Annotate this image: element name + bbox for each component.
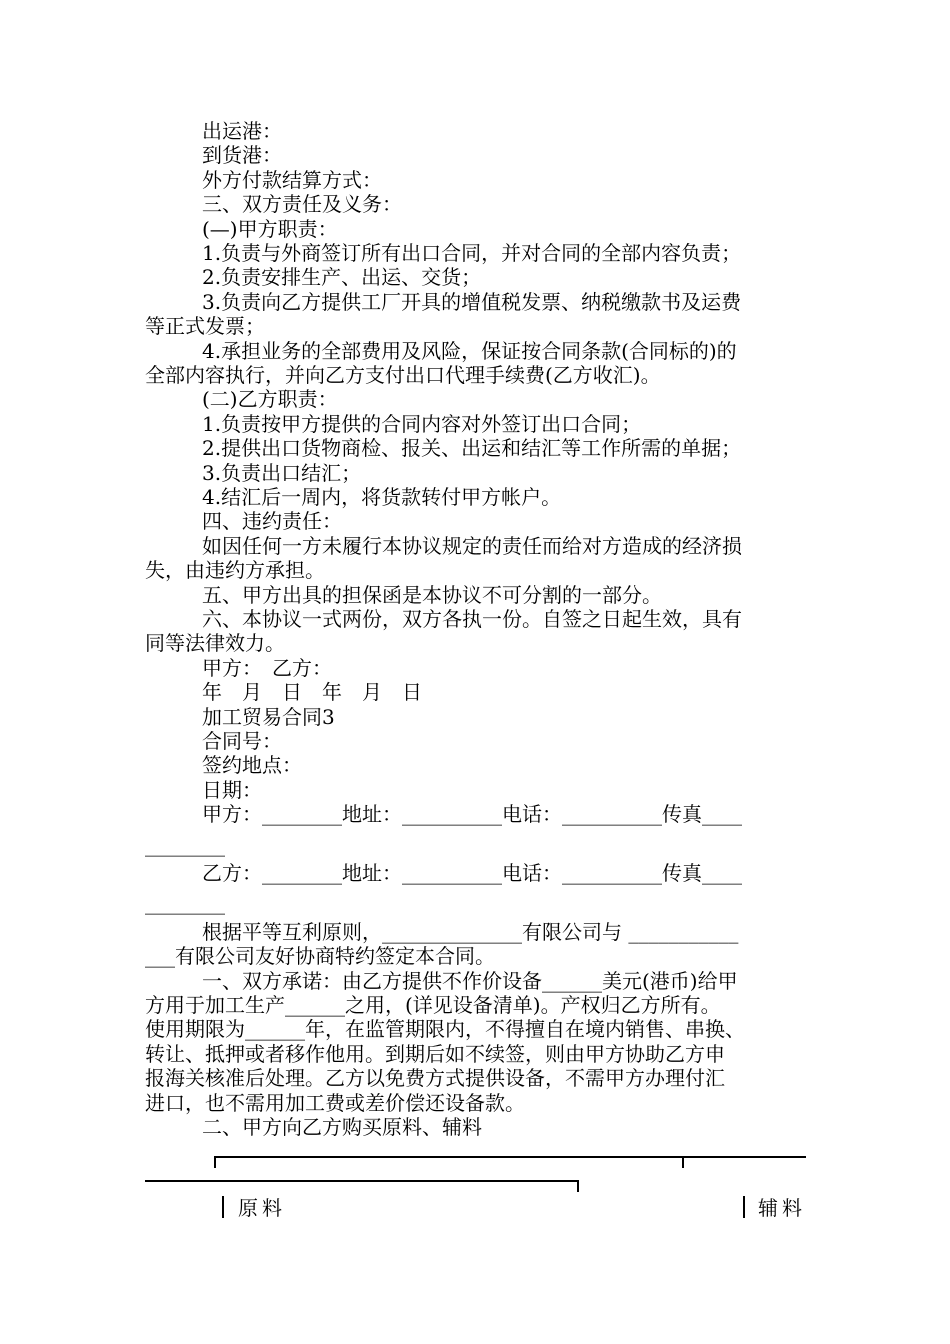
document-line: 五、甲方出具的担保函是本协议不可分割的一部分。 (202, 582, 662, 607)
document-line: 进口，也不需用加工费或差价偿还设备款。 (145, 1090, 525, 1115)
document-line: 4.承担业务的全部费用及风险，保证按合同条款(合同标的)的 (202, 338, 737, 363)
document-line: ________ (145, 891, 225, 916)
document-line: 三、双方责任及义务： (202, 192, 402, 217)
document-line: 1.负责按甲方提供的合同内容对外签订出口合同； (202, 411, 642, 436)
document-line: 合同号： (202, 729, 282, 753)
table-col1-border (222, 1196, 224, 1218)
document-line: 乙方：________地址：__________电话：__________传真____ (202, 861, 742, 885)
table-left-tick (214, 1156, 216, 1168)
document-line: (—)甲方职责： (202, 216, 338, 241)
document-line: 方用于加工生产______之用，(详见设备清单)。产权归乙方所有。 (145, 993, 721, 1017)
document-line: 根据平等互利原则，______________有限公司与 ___________ (202, 919, 739, 944)
document-line: 到货港： (202, 143, 282, 168)
table-header-raw-material: 原料 (238, 1196, 286, 1220)
document-line: 甲方：________地址：__________电话：__________传真____ (202, 802, 742, 827)
document-line: 甲方： 乙方： (202, 655, 332, 680)
document-line: 失，由违约方承担。 (145, 558, 325, 583)
table-top-rule (214, 1156, 806, 1158)
document-line: 如因任何一方未履行本协议规定的责任而给对方造成的经济损 (202, 533, 742, 558)
document-line: 签约地点： (202, 753, 302, 778)
document-line: 4.结汇后一周内，将货款转付甲方帐户。 (202, 485, 562, 509)
document-line: 等正式发票； (145, 314, 265, 339)
document-line: 六、本协议一式两份，双方各执一份。自签之日起生效，具有 (202, 607, 742, 631)
document-line: ___有限公司友好协商特约签定本合同。 (145, 944, 495, 969)
document-line: 3.负责向乙方提供工厂开具的增值税发票、纳税缴款书及运费 (202, 289, 742, 314)
document-line: 四、违约责任： (202, 509, 342, 534)
document-line: 同等法律效力。 (145, 631, 285, 656)
document-line: 外方付款结算方式： (202, 167, 382, 192)
document-line: 2.负责安排生产、出运、交货； (202, 265, 482, 290)
document-line: 使用期限为______年，在监管期限内，不得擅自在境内销售、串换、 (145, 1017, 745, 1042)
document-line: 1.负责与外商签订所有出口合同，并对合同的全部内容负责； (202, 241, 742, 265)
document-line: 3.负责出口结汇； (202, 460, 362, 485)
document-line: 年 月 日 年 月 日 (202, 680, 422, 705)
document-line: ________ (145, 832, 225, 857)
document-line: 转让、抵押或者移作他用。到期后如不续签，则由甲方协助乙方申 (145, 1041, 725, 1066)
table-right-tick (577, 1180, 579, 1192)
document-line: 一、双方承诺：由乙方提供不作价设备______美元(港币)给甲 (202, 968, 738, 993)
table-header-auxiliary-material: 辅料 (758, 1196, 806, 1220)
document-line: 全部内容执行，并向乙方支付出口代理手续费(乙方收汇)。 (145, 363, 661, 387)
document-line: (二)乙方职责： (202, 387, 338, 412)
table-col2-border (743, 1196, 745, 1218)
document-line: 日期： (202, 777, 262, 802)
document-line: 二、甲方向乙方购买原料、辅料 (202, 1115, 482, 1139)
table-second-rule (145, 1180, 579, 1182)
document-line: 报海关核准后处理。乙方以免费方式提供设备，不需甲方办理付汇 (145, 1066, 725, 1091)
table-mid-tick (682, 1156, 684, 1168)
document-line: 出运港： (202, 119, 282, 143)
document-line: 加工贸易合同3 (202, 704, 335, 729)
document-line: 2.提供出口货物商检、报关、出运和结汇等工作所需的单据； (202, 436, 742, 461)
